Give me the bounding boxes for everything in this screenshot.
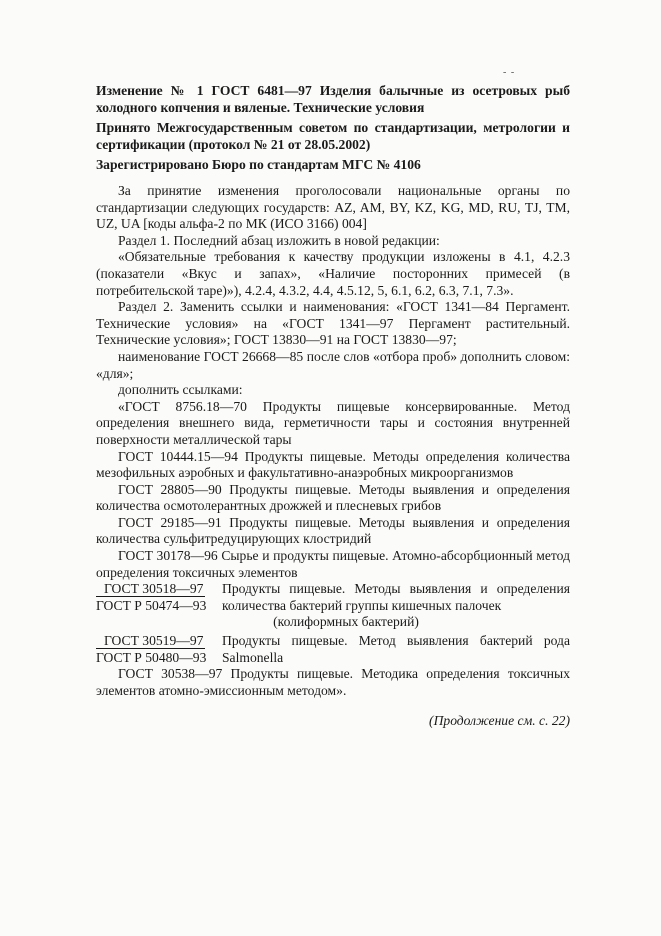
standard-description-text: Продукты пищевые. Метод выявления бактерий рода Salmonella: [222, 633, 570, 665]
standard-code-primary: ГОСТ 30518—97: [96, 581, 205, 597]
standard-description-text: Продукты пищевые. Методы выявления и определения количества бактерий группы кишечных палочек: [222, 581, 570, 613]
standard-codes: [96, 581, 222, 614]
quality-requirements-paragraph: «Обязательные требования к качеству продукции изложены в 4.1, 4.2.3 (показатели «Вкус и запах», «Наличие посторонних примесей (в потребительской таре)»), 4.2.4, 4.3.2, 4.4, 4.5.12, 5, 6.1, 6.2, 6.3, 7.1, 7.3».: [96, 249, 570, 298]
document-body: [96, 183, 570, 699]
standard-description-continuation: (колиформных бактерий): [273, 614, 419, 630]
standard-codes: [96, 633, 222, 666]
name-amend-paragraph: наименование ГОСТ 26668—85 после слов «отбора проб» дополнить словом: «для»;: [96, 348, 570, 381]
reference-gost-30178: ГОСТ 30178—96 Сырье и продукты пищевые. Атомно-абсорбционный метод определения токсичных элементов: [96, 548, 570, 580]
registration-note: Зарегистрировано Бюро по стандартам МГС № 4106: [96, 157, 421, 172]
standard-code-primary: ГОСТ 30519—97: [96, 633, 205, 649]
add-references-paragraph: дополнить ссылками:: [118, 382, 243, 398]
reference-gost-10444: ГОСТ 10444.15—94 Продукты пищевые. Методы определения количества мезофильных аэробных и факультативно-анаэробных микроорганизмов: [96, 448, 570, 481]
reference-gost-30518: [96, 581, 570, 631]
corner-mark: - -: [503, 67, 516, 78]
standard-code-secondary: ГОСТ Р 50474—93: [96, 597, 207, 613]
standard-description: [222, 633, 570, 666]
reference-gost-30519: [96, 633, 570, 666]
reference-gost-30538: ГОСТ 30538—97 Продукты пищевые. Методика определения токсичных элементов атомно-эмиссионным методом».: [96, 666, 570, 698]
section1-paragraph: Раздел 1. Последний абзац изложить в новой редакции:: [118, 232, 440, 248]
standard-description: [222, 581, 570, 631]
reference-gost-8756: «ГОСТ 8756.18—70 Продукты пищевые консервированные. Метод определения внешнего вида, герметичности тары и состояния внутренней поверхности металлической тары: [96, 398, 570, 447]
adoption-note: Принято Межгосударственным советом по стандартизации, метрологии и сертификации (протокол № 21 от 28.05.2002): [96, 120, 570, 152]
reference-gost-29185: ГОСТ 29185—91 Продукты пищевые. Методы выявления и определения количества сульфитредуцирующих клостридий: [96, 514, 570, 547]
standard-code-secondary: ГОСТ Р 50480—93: [96, 649, 207, 665]
amendment-title: Изменение № 1 ГОСТ 6481—97 Изделия балычные из осетровых рыб холодного копчения и вяленые. Технические условия: [96, 83, 570, 115]
voting-paragraph: За принятие изменения проголосовали национальные органы по стандартизации следующих государств: AZ, AM, BY, KZ, KG, MD, RU, TJ, TM, UZ, UA [коды альфа-2 по МК (ИСО 3166) 004]: [96, 183, 570, 232]
continuation-note: (Продолжение см. с. 22): [429, 713, 570, 728]
reference-gost-28805: ГОСТ 28805—90 Продукты пищевые. Методы выявления и определения количества осмотолерантных дрожжей и плесневых грибов: [96, 481, 570, 514]
section2-paragraph: Раздел 2. Заменить ссылки и наименования: «ГОСТ 1341—84 Пергамент. Технические условия» на «ГОСТ 1341—97 Пергамент растительный. Технические условия»; ГОСТ 13830—91 на ГОСТ 13830—97;: [96, 299, 570, 348]
